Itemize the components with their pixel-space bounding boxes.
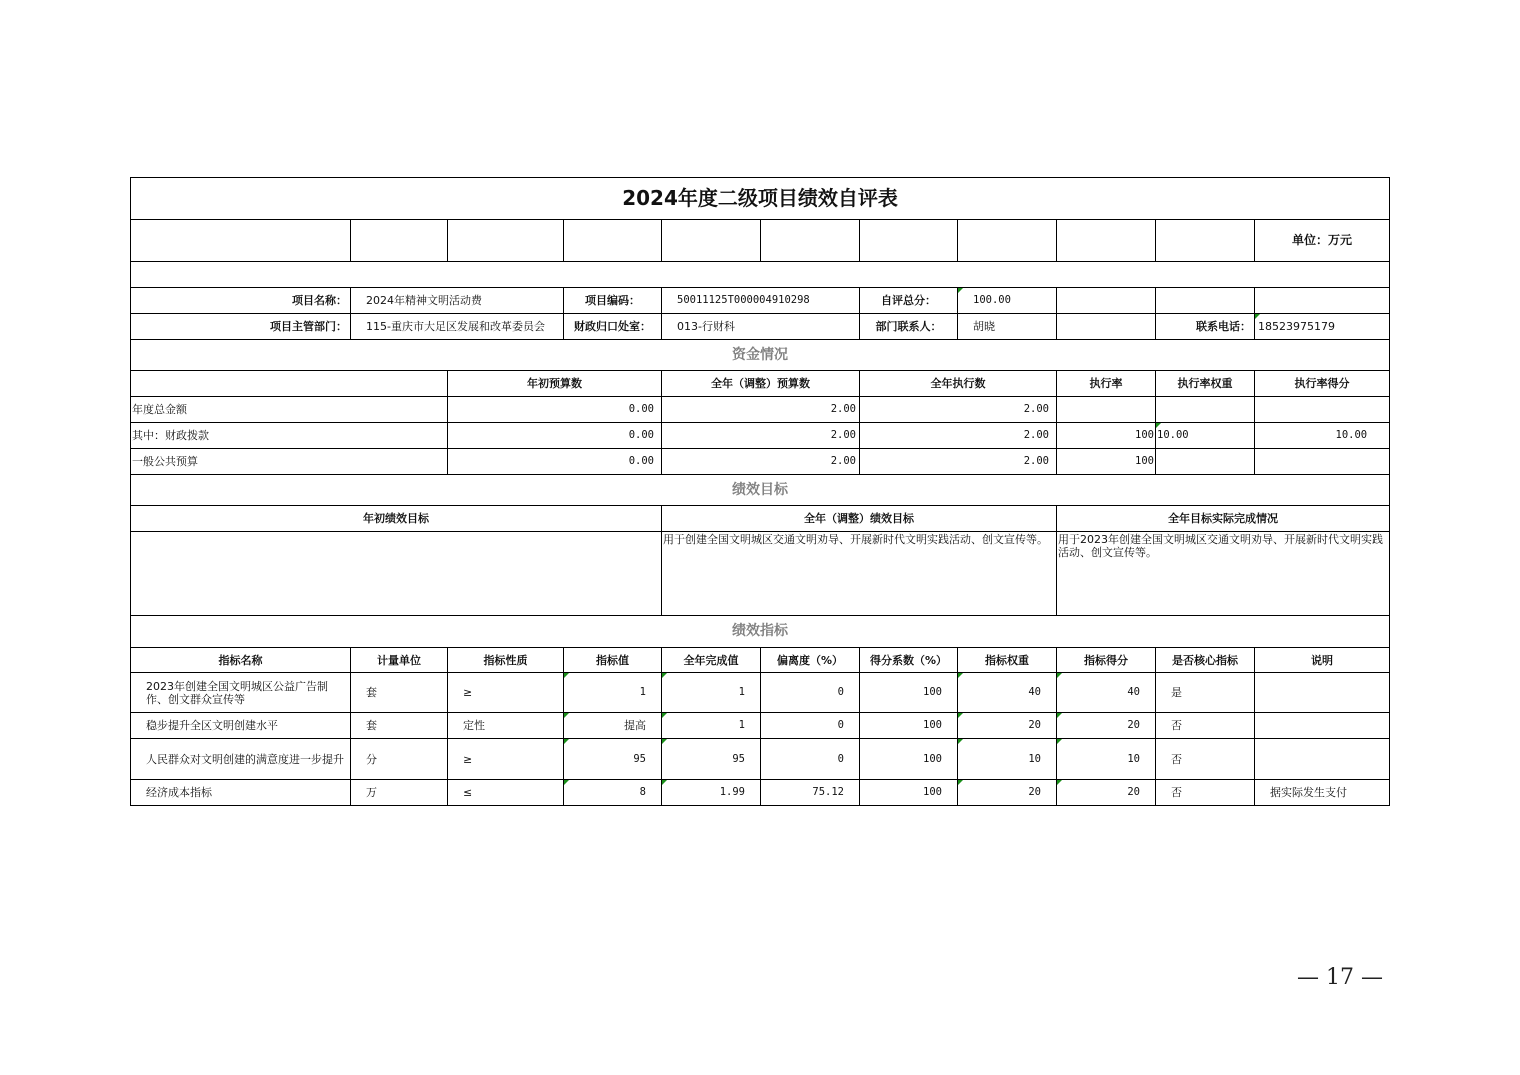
funding-row-label: 年度总金额 xyxy=(131,397,448,423)
blank-cell xyxy=(1255,288,1390,314)
project-info-row-2 xyxy=(131,314,1390,340)
funding-header-row xyxy=(131,371,1390,397)
indicator-actual-text: 95 xyxy=(732,752,745,765)
indicator-weight xyxy=(958,780,1057,806)
indicator-score-text: 20 xyxy=(1127,719,1140,731)
indicator-score xyxy=(1057,739,1156,780)
cell-marker xyxy=(1156,423,1161,428)
cell-marker xyxy=(662,780,667,785)
indicator-deviation: 75.12 xyxy=(761,780,860,806)
indicator-row xyxy=(131,673,1390,713)
indicator-score-text: 20 xyxy=(1127,786,1140,798)
funding-score xyxy=(1255,397,1390,423)
blank-cell xyxy=(958,220,1057,262)
funding-adjusted: 2.00 xyxy=(662,423,860,449)
evaluation-table xyxy=(130,177,1390,806)
funding-row-label: 一般公共预算 xyxy=(131,449,448,475)
indicator-header-target: 指标值 xyxy=(564,648,662,673)
funding-rate: 100 xyxy=(1057,449,1156,475)
indicator-target xyxy=(564,780,662,806)
indicator-name: 2023年创建全国文明城区公益广告制作、创文群众宣传等 xyxy=(131,673,351,713)
indicator-target-text: 8 xyxy=(639,786,646,798)
indicator-weight-text: 10 xyxy=(1028,752,1041,765)
funding-executed: 2.00 xyxy=(860,397,1057,423)
indicator-core: 否 xyxy=(1156,713,1255,739)
funding-executed: 2.00 xyxy=(860,449,1057,475)
indicator-note xyxy=(1255,713,1390,739)
funding-row xyxy=(131,423,1390,449)
goals-section-row xyxy=(131,475,1390,506)
funding-header-adjusted: 全年（调整）预算数 xyxy=(662,371,860,397)
phone-value xyxy=(1255,314,1390,340)
funding-initial: 0.00 xyxy=(448,397,662,423)
funding-header-rate: 执行率 xyxy=(1057,371,1156,397)
indicator-actual xyxy=(662,780,761,806)
finance-office-label: 财政归口处室： xyxy=(564,314,662,340)
indicator-nature: ≤ xyxy=(448,780,564,806)
funding-header-weight: 执行率权重 xyxy=(1156,371,1255,397)
goals-actual: 用于2023年创建全国文明城区交通文明劝导、开展新时代文明实践活动、创文宣传等。 xyxy=(1057,532,1390,616)
indicator-row xyxy=(131,739,1390,780)
sheet-title: 2024年度二级项目绩效自评表 xyxy=(131,178,1390,220)
cell-marker xyxy=(958,288,963,293)
indicator-coef: 100 xyxy=(860,713,958,739)
goals-adjusted: 用于创建全国文明城区交通文明劝导、开展新时代文明实践活动、创文宣传等。 xyxy=(662,532,1057,616)
funding-row xyxy=(131,449,1390,475)
funding-score: 10.00 xyxy=(1255,423,1390,449)
funding-weight xyxy=(1156,449,1255,475)
page-number: — 17 — xyxy=(1297,965,1383,990)
phone-text: 18523975179 xyxy=(1258,320,1335,333)
cell-marker xyxy=(564,739,569,744)
cell-marker xyxy=(1057,780,1062,785)
indicators-section-row xyxy=(131,616,1390,648)
cell-marker xyxy=(1057,713,1062,718)
indicator-actual-text: 1.99 xyxy=(719,786,745,798)
cell-marker xyxy=(958,780,963,785)
indicator-deviation: 0 xyxy=(761,673,860,713)
indicator-name: 经济成本指标 xyxy=(131,780,351,806)
funding-initial: 0.00 xyxy=(448,449,662,475)
funding-initial: 0.00 xyxy=(448,423,662,449)
dept-value: 115-重庆市大足区发展和改革委员会 xyxy=(351,314,564,340)
indicator-deviation: 0 xyxy=(761,739,860,780)
indicator-header-name: 指标名称 xyxy=(131,648,351,673)
indicator-target-text: 1 xyxy=(639,686,646,698)
indicator-header-actual: 全年完成值 xyxy=(662,648,761,673)
indicator-actual xyxy=(662,713,761,739)
funding-adjusted: 2.00 xyxy=(662,449,860,475)
goals-header-adjusted: 全年（调整）绩效目标 xyxy=(662,506,1057,532)
indicator-unit: 万 xyxy=(351,780,448,806)
indicator-nature: ≥ xyxy=(448,673,564,713)
indicator-header-deviation: 偏离度（%） xyxy=(761,648,860,673)
project-name-value: 2024年精神文明活动费 xyxy=(351,288,564,314)
indicator-actual-text: 1 xyxy=(738,719,745,731)
indicator-header-core: 是否核心指标 xyxy=(1156,648,1255,673)
indicator-actual-text: 1 xyxy=(738,686,745,698)
indicator-weight xyxy=(958,673,1057,713)
blank-cell xyxy=(1156,288,1255,314)
indicator-weight xyxy=(958,713,1057,739)
blank-cell xyxy=(131,371,448,397)
unit-row xyxy=(131,220,1390,262)
funding-weight-text: 10.00 xyxy=(1157,429,1189,441)
indicator-nature: ≥ xyxy=(448,739,564,780)
indicator-unit: 套 xyxy=(351,713,448,739)
title-row xyxy=(131,178,1390,220)
indicator-target-text: 提高 xyxy=(624,719,646,732)
indicator-coef: 100 xyxy=(860,739,958,780)
blank-cell xyxy=(662,220,761,262)
indicator-target-text: 95 xyxy=(633,752,646,765)
self-score-text: 100.00 xyxy=(973,294,1011,306)
goals-section-title: 绩效目标 xyxy=(131,475,1390,506)
cell-marker xyxy=(564,673,569,678)
indicator-coef: 100 xyxy=(860,673,958,713)
indicator-header-nature: 指标性质 xyxy=(448,648,564,673)
cell-marker xyxy=(564,780,569,785)
self-score-value xyxy=(958,288,1057,314)
indicator-nature: 定性 xyxy=(448,713,564,739)
funding-row-label: 其中：财政拨款 xyxy=(131,423,448,449)
indicator-core: 否 xyxy=(1156,780,1255,806)
blank-cell xyxy=(564,220,662,262)
cell-marker xyxy=(1057,673,1062,678)
blank-cell xyxy=(860,220,958,262)
project-code-value: 50011125T000004910298 xyxy=(662,288,860,314)
indicator-unit: 套 xyxy=(351,673,448,713)
indicator-header-unit: 计量单位 xyxy=(351,648,448,673)
indicator-score-text: 10 xyxy=(1127,752,1140,765)
blank-cell xyxy=(1156,220,1255,262)
project-code-label: 项目编码： xyxy=(564,288,662,314)
funding-rate: 100 xyxy=(1057,423,1156,449)
blank-cell xyxy=(131,262,1390,288)
indicator-header-coef: 得分系数（%） xyxy=(860,648,958,673)
funding-executed: 2.00 xyxy=(860,423,1057,449)
indicator-coef: 100 xyxy=(860,780,958,806)
indicator-note xyxy=(1255,673,1390,713)
funding-header-executed: 全年执行数 xyxy=(860,371,1057,397)
goals-initial xyxy=(131,532,662,616)
phone-label: 联系电话： xyxy=(1156,314,1255,340)
indicators-section-title: 绩效指标 xyxy=(131,616,1390,648)
indicator-score xyxy=(1057,780,1156,806)
blank-cell xyxy=(1057,314,1156,340)
indicator-actual xyxy=(662,673,761,713)
indicator-score-text: 40 xyxy=(1127,686,1140,698)
project-name-label: 项目名称： xyxy=(131,288,351,314)
dept-label: 项目主管部门： xyxy=(131,314,351,340)
funding-header-initial: 年初预算数 xyxy=(448,371,662,397)
blank-cell xyxy=(1057,288,1156,314)
goals-header-actual: 全年目标实际完成情况 xyxy=(1057,506,1390,532)
funding-weight xyxy=(1156,397,1255,423)
indicator-actual xyxy=(662,739,761,780)
funding-rate xyxy=(1057,397,1156,423)
blank-cell xyxy=(351,220,448,262)
cell-marker xyxy=(958,739,963,744)
indicator-weight-text: 20 xyxy=(1028,719,1041,731)
indicator-target xyxy=(564,673,662,713)
indicator-row xyxy=(131,780,1390,806)
indicator-score xyxy=(1057,673,1156,713)
contact-value: 胡晓 xyxy=(958,314,1057,340)
indicator-weight-text: 40 xyxy=(1028,686,1041,698)
blank-cell xyxy=(131,220,351,262)
funding-adjusted: 2.00 xyxy=(662,397,860,423)
indicator-name: 人民群众对文明创建的满意度进一步提升 xyxy=(131,739,351,780)
indicator-name: 稳步提升全区文明创建水平 xyxy=(131,713,351,739)
cell-marker xyxy=(1255,314,1260,319)
performance-self-evaluation-sheet xyxy=(130,177,1389,806)
indicator-weight xyxy=(958,739,1057,780)
funding-weight xyxy=(1156,423,1255,449)
cell-marker xyxy=(662,673,667,678)
cell-marker xyxy=(564,713,569,718)
unit-label: 单位：万元 xyxy=(1255,220,1390,262)
spacer-row xyxy=(131,262,1390,288)
indicator-header-score: 指标得分 xyxy=(1057,648,1156,673)
funding-section-row xyxy=(131,340,1390,371)
goals-header-initial: 年初绩效目标 xyxy=(131,506,662,532)
cell-marker xyxy=(1057,739,1062,744)
blank-cell xyxy=(448,220,564,262)
indicator-deviation: 0 xyxy=(761,713,860,739)
goals-content-row xyxy=(131,532,1390,616)
indicator-weight-text: 20 xyxy=(1028,786,1041,798)
blank-cell xyxy=(761,220,860,262)
goals-header-row xyxy=(131,506,1390,532)
indicator-target xyxy=(564,713,662,739)
indicator-core: 否 xyxy=(1156,739,1255,780)
funding-row xyxy=(131,397,1390,423)
cell-marker xyxy=(662,739,667,744)
indicator-row xyxy=(131,713,1390,739)
indicator-header-note: 说明 xyxy=(1255,648,1390,673)
contact-label: 部门联系人： xyxy=(860,314,958,340)
blank-cell xyxy=(1057,220,1156,262)
cell-marker xyxy=(958,713,963,718)
indicator-score xyxy=(1057,713,1156,739)
funding-header-score: 执行率得分 xyxy=(1255,371,1390,397)
indicator-unit: 分 xyxy=(351,739,448,780)
indicator-core: 是 xyxy=(1156,673,1255,713)
indicator-note xyxy=(1255,739,1390,780)
funding-score xyxy=(1255,449,1390,475)
indicator-target xyxy=(564,739,662,780)
cell-marker xyxy=(958,673,963,678)
project-info-row-1 xyxy=(131,288,1390,314)
indicator-header-weight: 指标权重 xyxy=(958,648,1057,673)
indicator-note: 据实际发生支付 xyxy=(1255,780,1390,806)
indicators-header-row xyxy=(131,648,1390,673)
cell-marker xyxy=(662,713,667,718)
finance-office-value: 013-行财科 xyxy=(662,314,860,340)
funding-section-title: 资金情况 xyxy=(131,340,1390,371)
self-score-label: 自评总分： xyxy=(860,288,958,314)
